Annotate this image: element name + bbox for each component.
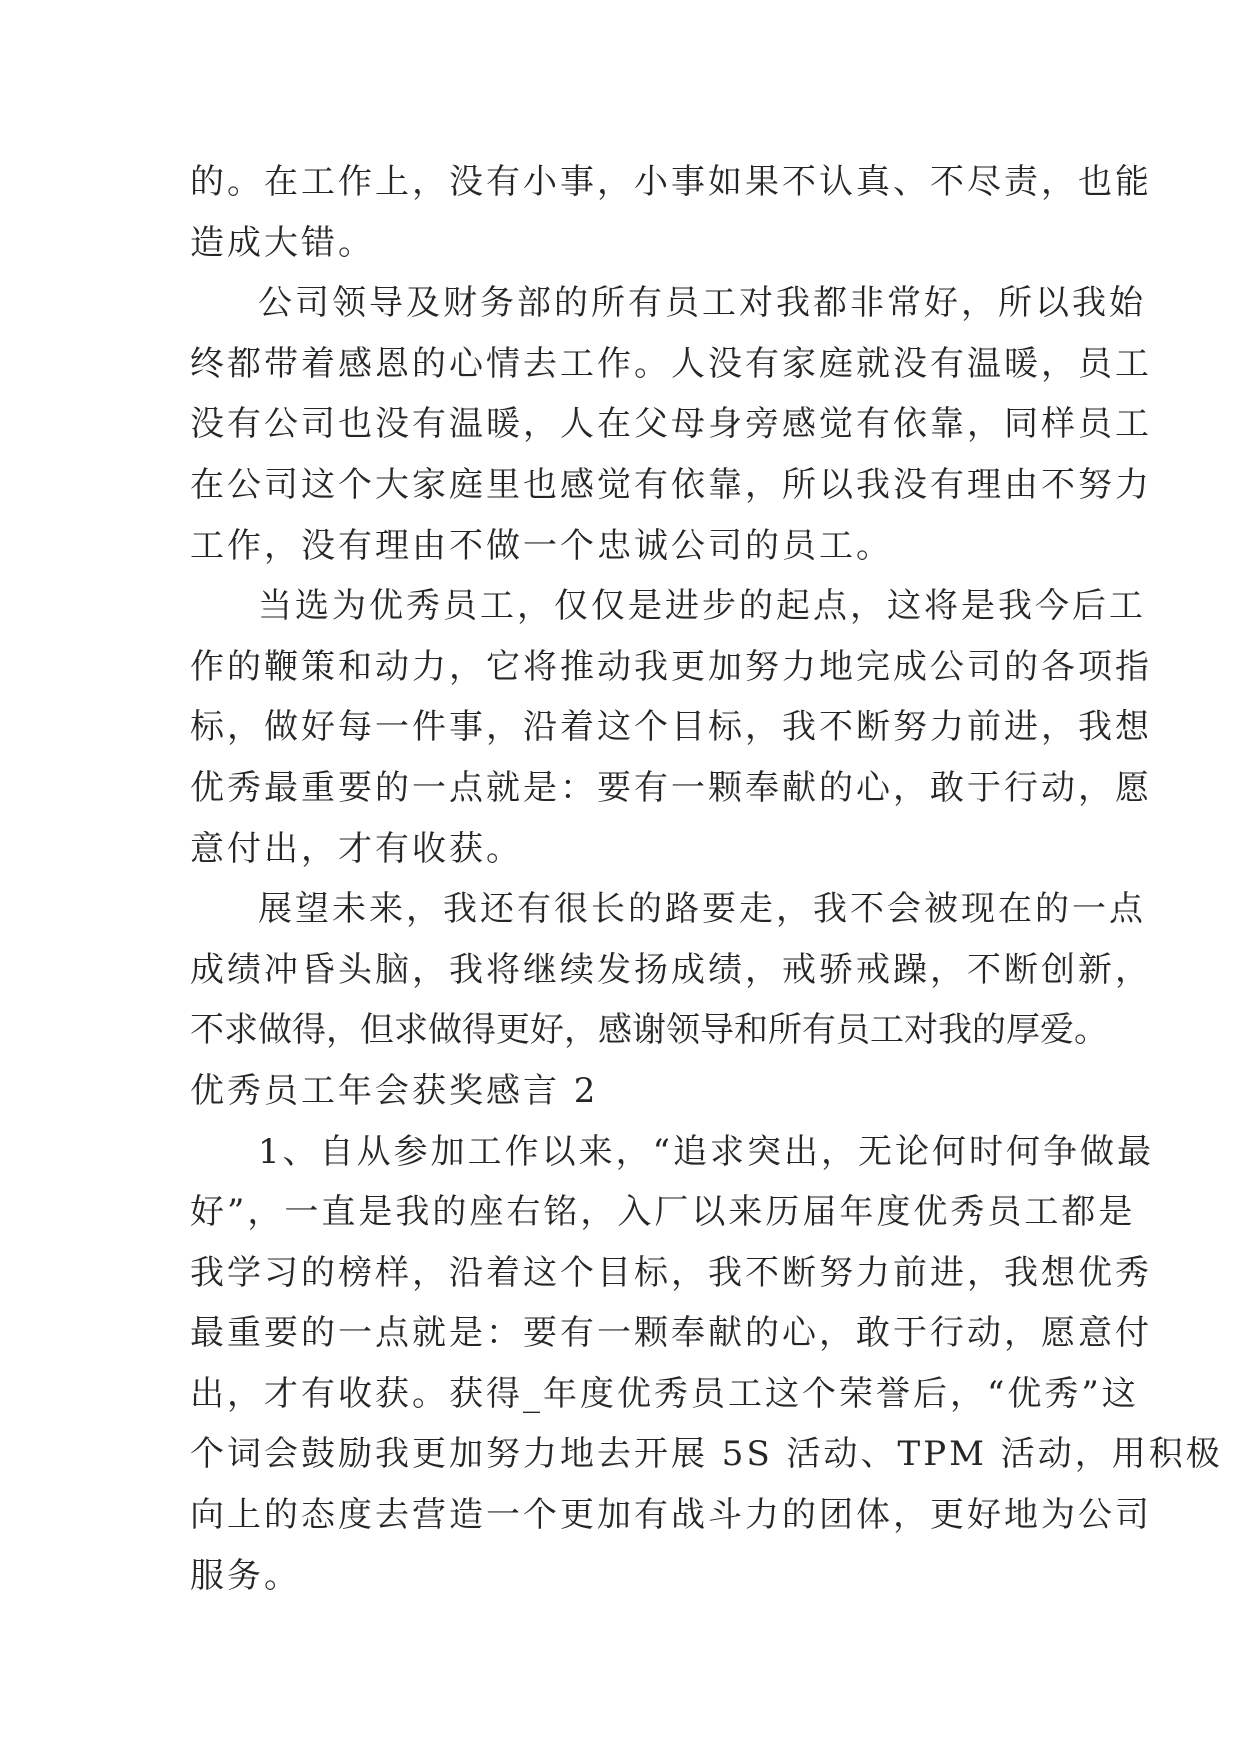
text-line: 意付出，才有收获。 xyxy=(190,828,523,869)
text-line: 个词会鼓励我更加努力地去开展 5S 活动、TPM 活动，用积极 xyxy=(190,1434,1223,1475)
text-line: 造成大错。 xyxy=(190,222,375,263)
text-line: 我学习的榜样，沿着这个目标，我不断努力前进，我想优秀 xyxy=(190,1252,1152,1293)
text-line: 向上的态度去营造一个更加有战斗力的团体，更好地为公司 xyxy=(190,1495,1152,1536)
text-line: 标，做好每一件事，沿着这个目标，我不断努力前进，我想 xyxy=(190,707,1152,748)
section-heading: 优秀员工年会获奖感言 2 xyxy=(190,1070,599,1111)
paragraph-start-line: 展望未来，我还有很长的路要走，我不会被现在的一点 xyxy=(258,889,1146,930)
text-line: 优秀最重要的一点就是：要有一颗奉献的心，敢于行动，愿 xyxy=(190,767,1152,808)
text-line: 作的鞭策和动力，它将推动我更加努力地完成公司的各项指 xyxy=(190,646,1152,687)
text-line: 的。在工作上，没有小事，小事如果不认真、不尽责，也能 xyxy=(190,162,1152,202)
text-line: 工作，没有理由不做一个忠诚公司的员工。 xyxy=(190,525,893,566)
paragraph-start-line: 当选为优秀员工，仅仅是进步的起点，这将是我今后工 xyxy=(258,586,1146,627)
text-line: 终都带着感恩的心情去工作。人没有家庭就没有温暖，员工 xyxy=(190,343,1152,384)
document-body xyxy=(190,152,1223,1606)
paragraph-start-line: 公司领导及财务部的所有员工对我都非常好，所以我始 xyxy=(258,283,1146,324)
text-line: 好”，一直是我的座右铭，入厂以来历届年度优秀员工都是 xyxy=(190,1192,1136,1233)
text-line: 最重要的一点就是：要有一颗奉献的心，敢于行动，愿意付 xyxy=(190,1313,1152,1354)
paragraph-start-line: 1、自从参加工作以来，“追求突出，无论何时何争做最 xyxy=(258,1131,1155,1172)
text-line: 不求做得，但求做得更好，感谢领导和所有员工对我的厚爱。 xyxy=(190,1010,1108,1051)
text-line: 在公司这个大家庭里也感觉有依靠，所以我没有理由不努力 xyxy=(190,464,1152,505)
text-line: 服务。 xyxy=(190,1555,301,1596)
text-line: 出，才有收获。获得_年度优秀员工这个荣誉后，“优秀”这 xyxy=(190,1373,1139,1414)
text-line: 没有公司也没有温暖，人在父母身旁感觉有依靠，同样员工 xyxy=(190,404,1152,445)
text-line: 成绩冲昏头脑，我将继续发扬成绩，戒骄戒躁，不断创新， xyxy=(190,949,1152,990)
